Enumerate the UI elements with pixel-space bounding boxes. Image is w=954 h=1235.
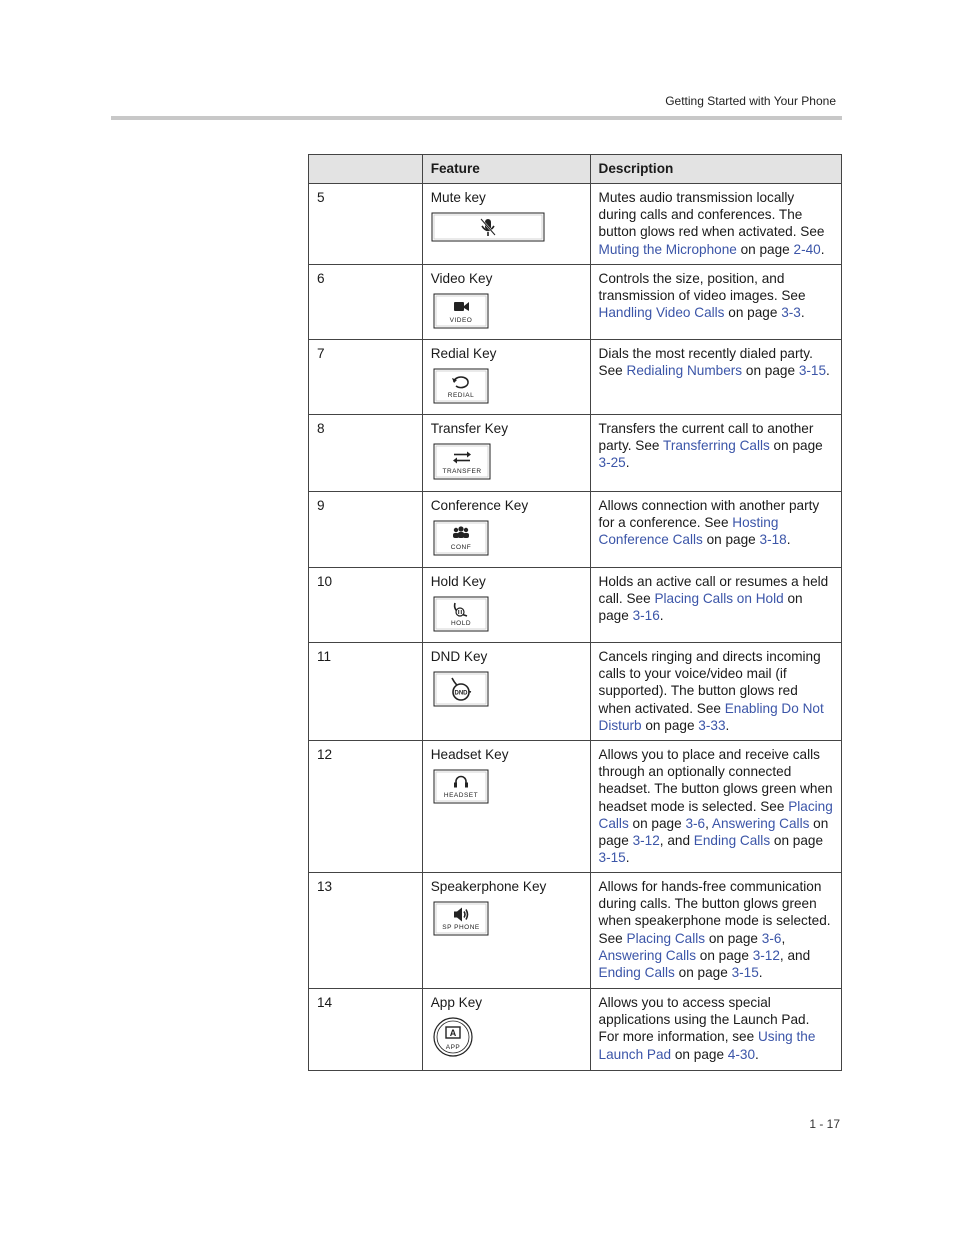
row-number: 12	[309, 741, 423, 873]
cross-reference-link[interactable]: Answering Calls	[598, 947, 696, 963]
feature-name: Video Key	[430, 271, 493, 286]
col-header-feature: Feature	[422, 155, 590, 184]
cross-reference-link[interactable]: 4-30	[727, 1046, 756, 1062]
header-rule	[111, 116, 842, 120]
cross-reference-link[interactable]: 3-3	[781, 305, 801, 321]
key-label: SP PHONE	[441, 924, 480, 932]
table-row	[309, 741, 842, 873]
description-text: Allows for hands-free communication during calls. The button glows green when speakerphone mode is selected. See	[598, 879, 831, 946]
hold-icon	[433, 596, 489, 632]
key-image	[433, 901, 582, 936]
key-label: HOLD	[450, 620, 471, 628]
description-cell	[590, 873, 841, 989]
redial-icon	[433, 368, 489, 404]
table-row	[309, 184, 842, 265]
feature-name: Headset Key	[430, 747, 509, 762]
key-label: VIDEO	[449, 317, 473, 325]
table-row	[309, 340, 842, 415]
cross-reference-link[interactable]: 3-12	[752, 947, 780, 963]
table-header-row	[309, 155, 842, 184]
table-row	[309, 415, 842, 492]
cross-reference-link[interactable]: 3-18	[759, 532, 787, 548]
cross-reference-link[interactable]: 3-6	[685, 815, 706, 831]
cross-reference-link[interactable]: 3-15	[598, 850, 626, 866]
row-number: 13	[309, 873, 423, 989]
cross-reference-link[interactable]: Transferring Calls	[663, 438, 770, 454]
table-row	[309, 643, 842, 741]
description-text: .	[625, 850, 630, 866]
feature-name: Redial Key	[430, 346, 497, 361]
description-text: on page	[598, 815, 829, 849]
feature-cell	[422, 184, 590, 265]
video-icon	[433, 293, 489, 329]
mute-icon	[431, 212, 545, 242]
description-cell	[590, 643, 841, 741]
feature-cell	[422, 340, 590, 415]
description-text: ,	[781, 930, 786, 946]
description-text: on page	[641, 717, 699, 733]
row-number: 9	[309, 492, 423, 568]
description-text: Mutes audio transmission locally during calls and conferences. The button glows red when activated. See	[598, 190, 825, 240]
row-number: 10	[309, 568, 423, 643]
description-cell	[590, 492, 841, 568]
feature-cell	[422, 415, 590, 492]
description-cell	[590, 184, 841, 265]
page-number: 1 - 17	[809, 1117, 840, 1131]
description-text: .	[826, 363, 830, 379]
description-text: on page	[696, 947, 753, 963]
col-header-number	[309, 155, 423, 184]
row-number: 6	[309, 265, 423, 340]
description-cell	[590, 415, 841, 492]
key-image	[433, 520, 582, 556]
description-text: on page	[705, 930, 762, 946]
description-text: , and	[779, 947, 811, 963]
description-text: Allows connection with another party for a conference. See	[598, 498, 820, 531]
cross-reference-link[interactable]: Hosting Conference Calls	[598, 515, 779, 548]
cross-reference-link[interactable]: 3-25	[598, 455, 626, 471]
description-text: on page	[674, 965, 732, 981]
cross-reference-link[interactable]: 3-6	[761, 930, 782, 946]
cross-reference-link[interactable]: Using the Launch Pad	[598, 1029, 816, 1062]
feature-cell	[422, 568, 590, 643]
key-label: REDIAL	[447, 392, 474, 400]
description-text: on page	[671, 1046, 728, 1062]
description-text: Controls the size, position, and transmission of video images. See	[598, 271, 806, 304]
cross-reference-link[interactable]: Placing Calls	[598, 798, 833, 831]
table-row	[309, 989, 842, 1071]
description-text: Allows you to access special applications using the Launch Pad. For more information, see	[598, 995, 810, 1045]
cross-reference-link[interactable]: Placing Calls on Hold	[654, 591, 784, 607]
conference-icon	[433, 520, 489, 556]
feature-name: Mute key	[430, 190, 486, 205]
key-label: HEADSET	[443, 792, 478, 800]
cross-reference-link[interactable]: Answering Calls	[711, 815, 810, 831]
row-number: 14	[309, 989, 423, 1071]
feature-cell	[422, 643, 590, 741]
row-number: 5	[309, 184, 423, 265]
cross-reference-link[interactable]: 3-16	[632, 608, 660, 624]
description-text: .	[659, 608, 664, 624]
app-icon	[433, 1017, 473, 1057]
svg-text:A: A	[449, 1028, 456, 1039]
description-text: Cancels ringing and directs incoming calls to your voice/video mail (if supported). The button glows red when activated. See	[598, 649, 821, 716]
description-text: ,	[705, 815, 712, 831]
description-cell	[590, 265, 841, 340]
description-text: on page	[742, 363, 799, 379]
feature-name: Hold Key	[430, 574, 486, 589]
cross-reference-link[interactable]: 3-15	[798, 363, 827, 379]
feature-cell	[422, 873, 590, 989]
running-head: Getting Started with Your Phone	[665, 94, 836, 108]
description-text: .	[820, 241, 825, 257]
table-row	[309, 265, 842, 340]
description-text: .	[758, 965, 763, 981]
cross-reference-link[interactable]: Handling Video Calls	[598, 305, 725, 321]
key-image	[433, 1017, 582, 1057]
description-text: .	[755, 1046, 759, 1062]
description-text: Allows you to place and receive calls through an optionally connected headset. The button glows green when headset mode is selected. See	[598, 747, 833, 814]
description-cell	[590, 989, 841, 1071]
description-text: Dials the most recently dialed party. See	[598, 346, 813, 379]
cross-reference-link[interactable]: 3-33	[698, 717, 726, 733]
cross-reference-link[interactable]: Placing Calls	[626, 930, 706, 946]
feature-name: App Key	[430, 995, 483, 1010]
description-text: , and	[659, 833, 694, 849]
row-number: 11	[309, 643, 423, 741]
description-text: on page	[598, 591, 803, 624]
table-row	[309, 873, 842, 989]
cross-reference-link[interactable]: Enabling Do Not Disturb	[598, 700, 824, 733]
feature-name: DND Key	[430, 649, 488, 664]
transfer-icon	[433, 443, 491, 480]
key-image	[431, 212, 582, 242]
feature-name: Conference Key	[430, 498, 529, 513]
description-text: .	[625, 455, 630, 471]
cross-reference-link[interactable]: Ending Calls	[693, 833, 771, 849]
description-text: .	[786, 532, 791, 548]
description-text: on page	[702, 532, 760, 548]
dnd-icon	[433, 671, 489, 707]
key-image	[433, 368, 582, 404]
table-row	[309, 492, 842, 568]
feature-cell	[422, 741, 590, 873]
feature-name: Speakerphone Key	[430, 879, 547, 894]
description-text: on page	[724, 305, 782, 321]
description-text: on page	[770, 833, 824, 849]
row-number: 7	[309, 340, 423, 415]
feature-name: Transfer Key	[430, 421, 508, 436]
key-label: APP	[445, 1044, 460, 1052]
speaker-icon	[433, 901, 489, 936]
key-label: CONF	[450, 544, 471, 552]
feature-cell	[422, 989, 590, 1071]
cross-reference-link[interactable]: Muting the Microphone	[598, 241, 737, 257]
svg-text:DND: DND	[454, 690, 468, 697]
cross-reference-link[interactable]: 2-40	[793, 241, 821, 257]
description-text: Transfers the current call to another party. See	[598, 421, 814, 454]
description-text: on page	[628, 815, 686, 831]
headset-icon	[433, 769, 489, 804]
description-text: on page	[769, 438, 823, 454]
key-image	[433, 671, 582, 707]
cross-reference-link[interactable]: Redialing Numbers	[626, 363, 743, 379]
row-number: 8	[309, 415, 423, 492]
description-cell	[590, 340, 841, 415]
feature-table	[308, 154, 842, 1071]
feature-cell	[422, 265, 590, 340]
description-cell	[590, 568, 841, 643]
cross-reference-link[interactable]: 3-15	[731, 965, 759, 981]
feature-cell	[422, 492, 590, 568]
description-text: on page	[736, 241, 794, 257]
description-text: .	[725, 717, 730, 733]
description-text: .	[800, 305, 805, 321]
col-header-description: Description	[590, 155, 841, 184]
key-image	[433, 596, 582, 632]
cross-reference-link[interactable]: 3-12	[632, 833, 660, 849]
cross-reference-link[interactable]: Ending Calls	[598, 965, 675, 981]
description-cell	[590, 741, 841, 873]
key-image	[433, 443, 582, 480]
table-row	[309, 568, 842, 643]
description-text: Holds an active call or resumes a held call. See	[598, 574, 829, 607]
key-image	[433, 769, 582, 804]
key-image	[433, 293, 582, 329]
key-label: TRANSFER	[442, 468, 482, 476]
